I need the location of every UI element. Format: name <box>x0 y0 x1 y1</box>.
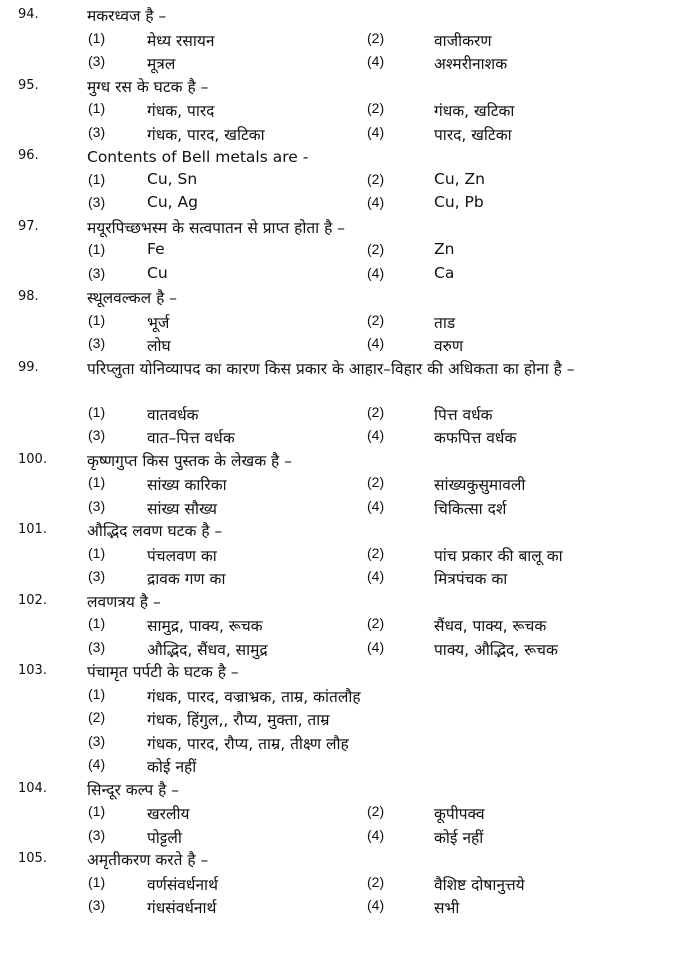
option-row <box>0 496 673 520</box>
option-label: (4) <box>367 497 385 514</box>
option-row <box>0 98 673 122</box>
question-number: 102. <box>18 592 47 608</box>
question-stem <box>0 216 673 240</box>
question-number: 94. <box>18 7 39 22</box>
question-stem <box>0 778 673 802</box>
question-stem <box>0 4 673 28</box>
option-row <box>0 472 673 496</box>
option-label: (2) <box>367 403 385 420</box>
option-label: (3) <box>88 335 106 351</box>
option-row <box>0 543 673 567</box>
question-number: 96. <box>18 148 39 163</box>
option-row <box>0 122 673 146</box>
option-text: वातवर्धक <box>147 405 199 424</box>
option-label: (4) <box>367 427 385 443</box>
option-label: (4) <box>367 638 385 655</box>
option-text: गंधक, पारद, वज्राभ्रक, ताम्र, कांतलौह <box>147 687 361 706</box>
option-label: (4) <box>367 335 385 351</box>
option-row <box>0 566 673 590</box>
option-label: (1) <box>88 803 106 819</box>
option-text: कूपीपक्व <box>434 805 485 823</box>
option-row <box>0 801 673 825</box>
option-label: (1) <box>88 29 106 46</box>
question-text: लवणत्रय है – <box>87 592 161 611</box>
option-text: कोई नहीं <box>147 758 197 776</box>
option-label: (1) <box>88 241 106 257</box>
question-stem <box>0 660 673 684</box>
option-text: वर्णसंवर्धनार्थ <box>147 875 218 894</box>
option-3 <box>0 731 673 755</box>
option-label: (2) <box>367 803 385 819</box>
option-label: (3) <box>88 427 106 443</box>
option-label: (3) <box>88 638 106 655</box>
question-text: कृष्णगुप्त किस पुस्तक के लेखक है – <box>87 451 292 470</box>
option-label: (2) <box>367 873 385 890</box>
question-6 <box>0 449 673 520</box>
option-text: वाजीकरण <box>434 31 492 50</box>
option-text: मित्रपंचक का <box>434 570 508 588</box>
option-row <box>0 310 673 334</box>
option-label: (2) <box>367 311 385 328</box>
option-label: (1) <box>88 474 106 490</box>
option-label: (4) <box>367 568 385 584</box>
option-label: (3) <box>88 264 106 281</box>
question-5 <box>0 357 673 449</box>
option-label: (3) <box>88 897 106 913</box>
option-row <box>0 895 673 919</box>
question-stem <box>0 75 673 99</box>
option-label: (4) <box>367 897 385 913</box>
option-label: (4) <box>367 194 385 210</box>
option-text: कोई नहीं <box>434 828 484 847</box>
option-text: सांख्य कारिका <box>147 476 227 494</box>
option-label: (2) <box>88 709 106 725</box>
option-text: Zn <box>434 240 455 258</box>
option-text: सांख्य सौख्य <box>147 499 218 518</box>
option-text: लोघ <box>147 337 171 355</box>
option-label: (1) <box>88 170 106 187</box>
option-label: (1) <box>88 544 106 561</box>
option-text: गंधक, पारद, खटिका <box>147 125 265 144</box>
option-text: कफपित्त वर्धक <box>434 429 517 447</box>
option-text: सांख्यकुसुमावली <box>434 476 526 494</box>
question-7 <box>0 519 673 590</box>
question-number: 105. <box>18 851 47 866</box>
option-label: (1) <box>88 311 106 328</box>
question-text: पंचामृत पर्पटी के घटक है – <box>87 663 239 681</box>
option-label: (3) <box>88 123 106 140</box>
question-number: 98. <box>18 289 39 304</box>
option-row <box>0 333 673 357</box>
option-text: खरलीय <box>147 805 190 823</box>
option-text: भूर्ज <box>147 313 170 332</box>
question-1 <box>0 75 673 146</box>
option-row <box>0 402 673 426</box>
option-row <box>0 169 673 193</box>
option-text: Cu, Zn <box>434 169 485 188</box>
option-text: पांच प्रकार की बालू का <box>434 546 563 565</box>
question-2 <box>0 145 673 216</box>
question-10 <box>0 778 673 849</box>
option-text: गंधक, पारद <box>147 102 215 120</box>
option-label: (2) <box>367 170 385 187</box>
option-text: अश्मरीनाशक <box>434 55 508 73</box>
question-stem <box>0 145 673 169</box>
option-text: Ca <box>434 263 455 282</box>
option-text: गंधक, खटिका <box>434 102 515 120</box>
option-text: मूत्रल <box>147 55 176 73</box>
question-text: मुग्ध रस के घटक है – <box>87 77 209 96</box>
option-row <box>0 28 673 52</box>
option-text: सैंधव, पाक्य, रूचक <box>434 617 547 635</box>
option-row <box>0 239 673 263</box>
option-label: (4) <box>88 756 106 772</box>
option-label: (4) <box>367 264 385 281</box>
option-text: गंधक, पारद, रौप्य, ताम्र, तीक्ष्ण लौह <box>147 734 349 753</box>
option-text: वात–पित्त वर्धक <box>147 429 235 447</box>
option-label: (2) <box>367 29 385 46</box>
question-stem <box>0 519 673 543</box>
option-label: (2) <box>367 100 385 116</box>
question-number: 104. <box>18 780 47 796</box>
question-stem <box>0 590 673 614</box>
question-text: मकरध्वज है – <box>87 7 167 25</box>
question-text: अमृतीकरण करते है – <box>87 851 209 869</box>
option-text: पाक्य, औद्भिद, रूचक <box>434 640 558 659</box>
question-stem <box>0 286 673 310</box>
option-label: (3) <box>88 53 106 69</box>
question-number: 103. <box>18 663 47 678</box>
question-number: 95. <box>18 77 39 93</box>
question-stem <box>0 449 673 473</box>
option-label: (3) <box>88 568 106 584</box>
question-text: मयूरपिच्छभस्म के सत्वपातन से प्राप्त होता है – <box>87 218 346 237</box>
option-4 <box>0 754 673 778</box>
option-text: पारद, खटिका <box>434 125 512 144</box>
option-label: (3) <box>88 732 106 749</box>
question-sheet <box>0 4 673 919</box>
question-text: स्थूलवल्कल है – <box>87 289 177 307</box>
option-text: Fe <box>147 240 165 258</box>
option-row <box>0 872 673 896</box>
question-0 <box>0 4 673 75</box>
question-number: 101. <box>18 522 47 537</box>
option-label: (2) <box>367 474 385 490</box>
question-9 <box>0 660 673 778</box>
option-row <box>0 263 673 287</box>
option-text: औद्भिद, सैंधव, सामुद्र <box>147 640 268 659</box>
question-text: Contents of Bell metals are - <box>87 148 309 166</box>
option-label: (4) <box>367 123 385 140</box>
question-text: सिन्दूर कल्प है – <box>87 780 179 799</box>
option-text: Cu, Ag <box>147 193 198 211</box>
option-label: (1) <box>88 873 106 890</box>
option-text: सभी <box>434 899 460 917</box>
option-text: सामुद्र, पाक्य, रूचक <box>147 617 263 635</box>
question-text: औद्भिद लवण घटक है – <box>87 522 223 540</box>
question-number: 100. <box>18 451 47 467</box>
option-row <box>0 425 673 449</box>
option-text: वैशिष्ट दोषानुत्तये <box>434 875 525 894</box>
option-row <box>0 51 673 75</box>
option-text: Cu, Sn <box>147 169 198 188</box>
option-1 <box>0 684 673 708</box>
option-text: द्रावक गण का <box>147 570 226 588</box>
option-label: (1) <box>88 615 106 631</box>
option-row <box>0 192 673 216</box>
option-label: (2) <box>367 544 385 561</box>
option-label: (3) <box>88 497 106 514</box>
option-row <box>0 637 673 661</box>
question-11 <box>0 848 673 919</box>
option-label: (4) <box>367 826 385 843</box>
question-3 <box>0 216 673 287</box>
option-text: पंचलवण का <box>147 546 217 565</box>
option-label: (2) <box>367 615 385 631</box>
option-text: चिकित्सा दर्श <box>434 499 507 518</box>
option-label: (2) <box>367 241 385 257</box>
option-label: (4) <box>367 53 385 69</box>
option-text: Cu, Pb <box>434 193 484 211</box>
option-text: पित्त वर्धक <box>434 405 493 424</box>
option-text: ताड <box>434 313 456 332</box>
option-label: (1) <box>88 100 106 116</box>
option-text: गंधक, हिंगुल,, रौप्य, मुक्ता, ताम्र <box>147 711 330 729</box>
option-label: (3) <box>88 194 106 210</box>
option-row <box>0 613 673 637</box>
option-text: मेध्य रसायन <box>147 31 215 50</box>
option-label: (3) <box>88 826 106 843</box>
question-stem <box>0 357 673 402</box>
option-text: गंधसंवर्धनार्थ <box>147 899 217 917</box>
question-text: परिप्लुता योनिव्यापद का कारण किस प्रकार के आहार–विहार की अधिकता का होना है – <box>87 359 575 378</box>
option-label: (1) <box>88 403 106 420</box>
option-label: (1) <box>88 685 106 702</box>
option-row <box>0 825 673 849</box>
question-8 <box>0 590 673 661</box>
question-number: 99. <box>18 359 39 375</box>
question-stem <box>0 848 673 872</box>
option-2 <box>0 707 673 731</box>
question-4 <box>0 286 673 357</box>
question-number: 97. <box>18 218 39 234</box>
option-text: वरुण <box>434 337 464 355</box>
option-text: Cu <box>147 263 168 282</box>
option-text: पोट्टली <box>147 828 182 847</box>
